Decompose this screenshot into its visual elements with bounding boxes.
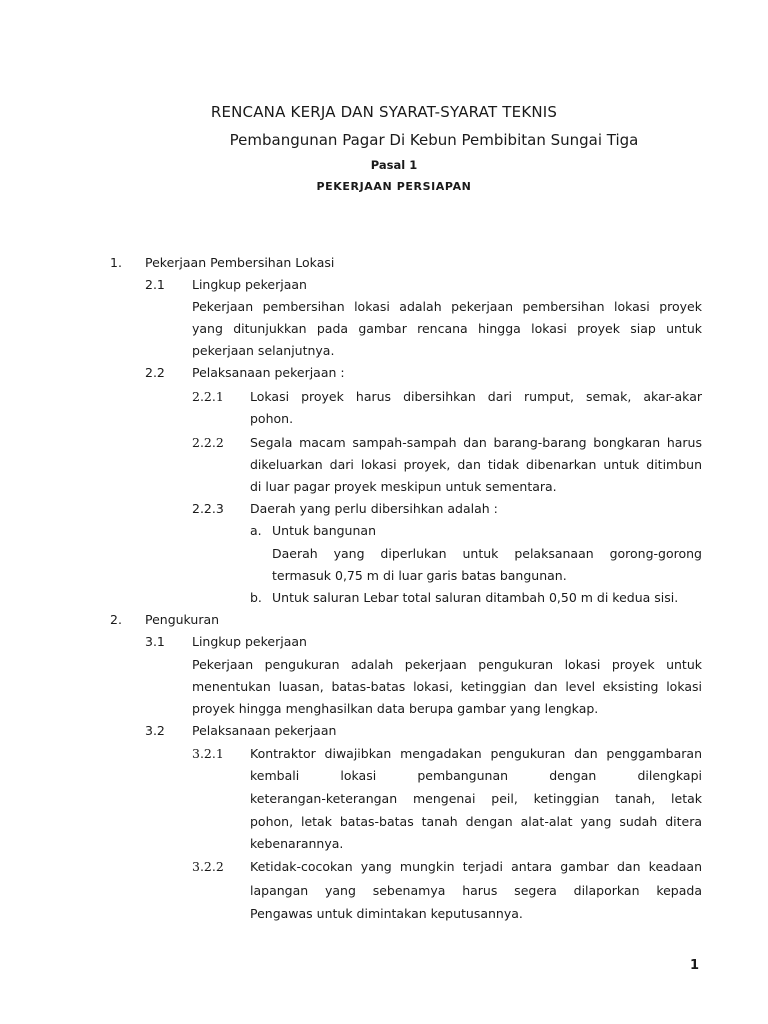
paragraph-line: Pekerjaan pembersihan lokasi adalah pekerjaan pembersihan lokasi proyek [192, 299, 702, 314]
subsection-title: Lingkup pekerjaan [192, 277, 307, 292]
item-number: 3.2.1 [192, 746, 224, 761]
item-line: Ketidak-cocokan yang mungkin terjadi antara gambar dan keadaan [250, 859, 702, 874]
item-line: Pengawas untuk dimintakan keputusannya. [250, 906, 523, 921]
paragraph-line: menentukan luasan, batas-batas lokasi, ketinggian dan level eksisting lokasi [192, 679, 702, 694]
item-line: Lokasi proyek harus dibersihkan dari rumput, semak, akar-akar [250, 389, 702, 404]
item-line: dikeluarkan dari lokasi proyek, dan tidak dibenarkan untuk ditimbun [250, 457, 702, 472]
item-line: lapangan yang sebenamya harus segera dilaporkan kepada [250, 883, 702, 898]
subsection-title: Pelaksanaan pekerjaan : [192, 365, 345, 380]
pasal-heading: Pasal 1 [370, 158, 418, 172]
item-line: di luar pagar proyek meskipun untuk sementara. [250, 479, 557, 494]
item-number: 3.2.2 [192, 859, 224, 874]
item-number: 2.2.2 [192, 435, 224, 450]
item-line: Segala macam sampah-sampah dan barang-barang bongkaran harus [250, 435, 702, 450]
list-line: termasuk 0,75 m di luar garis batas bangunan. [272, 568, 567, 583]
chapter-heading: PEKERJAAN PERSIAPAN [316, 180, 472, 193]
paragraph-line: pekerjaan selanjutnya. [192, 343, 335, 358]
subsection-number: 2.2 [145, 365, 165, 380]
subsection-title: Lingkup pekerjaan [192, 634, 307, 649]
paragraph-line: proyek hingga menghasilkan data berupa gambar yang lengkap. [192, 701, 599, 716]
item-line: Kontraktor diwajibkan mengadakan pengukuran dan penggambaran [250, 746, 702, 761]
item-line: kembali lokasi pembangunan dengan dilengkapi [250, 768, 702, 783]
subsection-number: 3.1 [145, 634, 165, 649]
document-subtitle: Pembangunan Pagar Di Kebun Pembibitan Sungai Tiga [229, 131, 639, 149]
subsection-number: 2.1 [145, 277, 165, 292]
list-title: Untuk bangunan [272, 523, 376, 538]
item-line: pohon. [250, 411, 294, 426]
item-line: Daerah yang perlu dibersihkan adalah : [250, 501, 498, 516]
item-line: kebenarannya. [250, 836, 344, 851]
subsection-number: 3.2 [145, 723, 165, 738]
list-line: Untuk saluran Lebar total saluran ditambah 0,50 m di kedua sisi. [272, 590, 679, 605]
subsection-title: Pelaksanaan pekerjaan [192, 723, 337, 738]
list-label: b. [250, 590, 262, 605]
section-number: 2. [110, 612, 122, 627]
list-label: a. [250, 523, 262, 538]
paragraph-line: yang ditunjukkan pada gambar rencana hingga lokasi proyek siap untuk [192, 321, 702, 336]
page-number: 1 [690, 958, 700, 973]
item-number: 2.2.1 [192, 389, 224, 404]
item-line: keterangan-keterangan mengenai peil, ketinggian tanah, letak [250, 791, 702, 806]
list-line: Daerah yang diperlukan untuk pelaksanaan gorong-gorong [272, 546, 702, 561]
paragraph-line: Pekerjaan pengukuran adalah pekerjaan pengukuran lokasi proyek untuk [192, 657, 702, 672]
document-title: RENCANA KERJA DAN SYARAT-SYARAT TEKNIS [210, 103, 558, 121]
item-line: pohon, letak batas-batas tanah dengan alat-alat yang sudah ditera [250, 814, 702, 829]
section-number: 1. [110, 255, 122, 270]
item-number: 2.2.3 [192, 501, 224, 516]
section-title: Pekerjaan Pembersihan Lokasi [145, 255, 335, 270]
section-title: Pengukuran [145, 612, 220, 627]
